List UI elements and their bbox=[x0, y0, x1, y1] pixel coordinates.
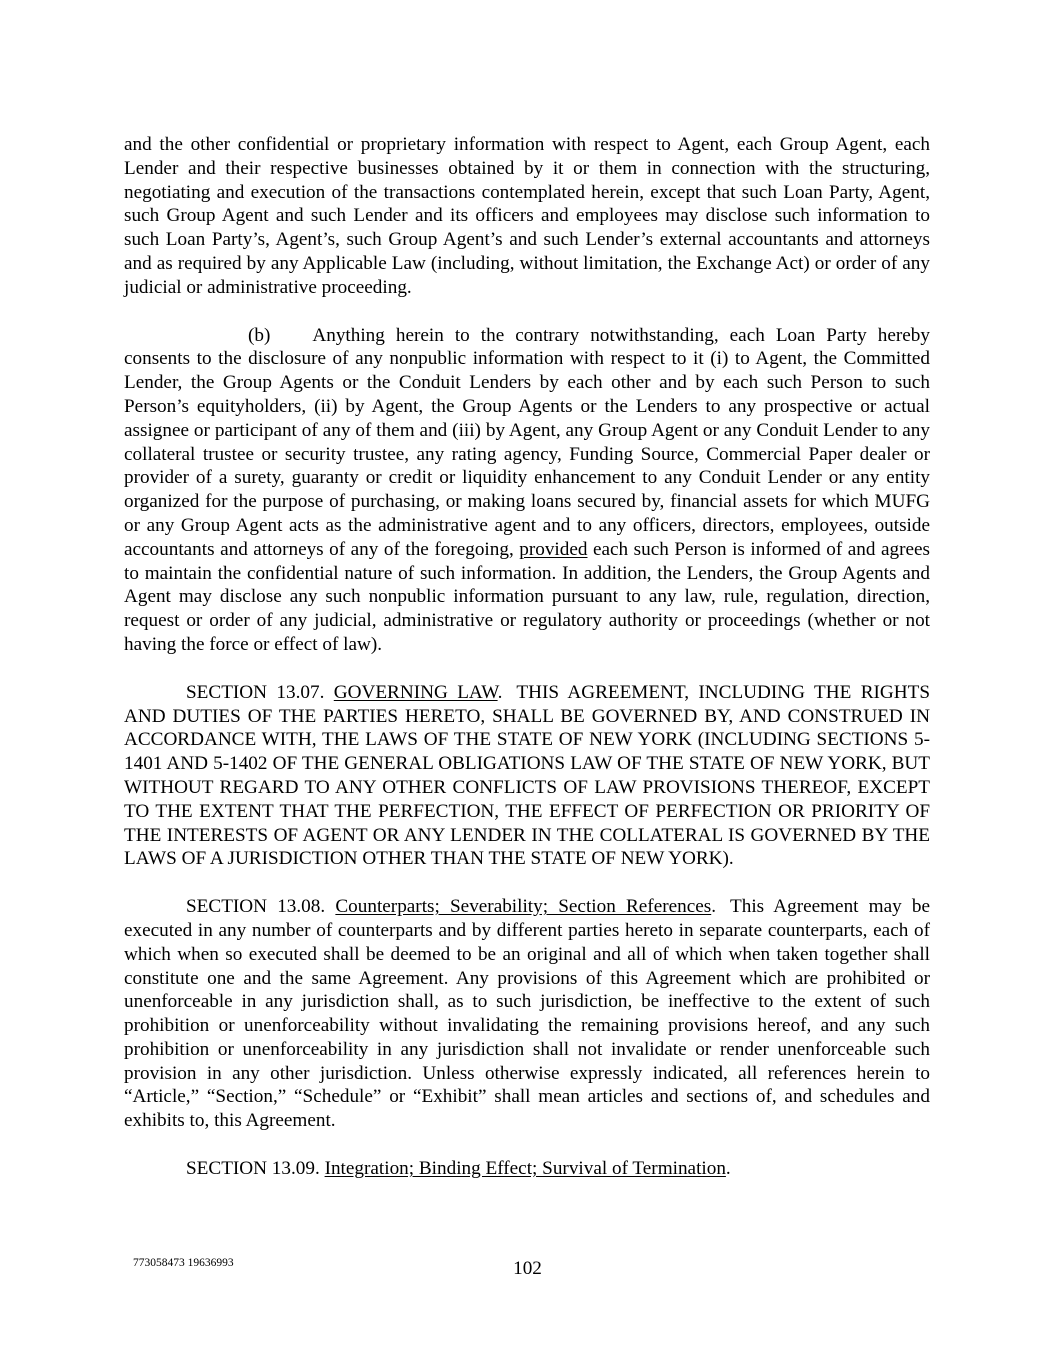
section-heading: Counterparts; Severability; Section References bbox=[335, 896, 712, 918]
document-page bbox=[124, 133, 930, 1181]
section-heading-period: . bbox=[497, 681, 503, 703]
paragraph-b-text-before: Anything herein to the contrary notwithstanding, each Loan Party hereby consents to the disclosure of any nonpublic information with respect to it (i) to Agent, the Committed Lender, the Group Agents or the Conduit Lenders by each other and by each such Person to such Person’s equityholders, (ii) by Agent, the Group Agents or the Lenders to any prospective or actual assignee or participant of any of them and (iii) by Agent, any Group Agent or any Conduit Lender to any collateral trustee or security trustee, any rating agency, Funding Source, Commercial Paper dealer or provider of a surety, guaranty or credit or liquidity enhancement to any Conduit Lender or any entity organized for the purpose of purchasing, or making loans secured by, financial assets for which MUFG or any Group Agent acts as the administrative agent and to any officers, directors, employees, outside accountants and attorneys of any of the foregoing, bbox=[124, 324, 930, 560]
section-heading: Integration; Binding Effect; Survival of Termination bbox=[324, 1158, 726, 1180]
section-heading: GOVERNING LAW bbox=[333, 681, 498, 703]
paragraph-b-disclosure bbox=[124, 324, 930, 657]
section-heading-period: . bbox=[725, 1158, 731, 1180]
paragraph-confidentiality-continued: and the other confidential or proprietary information with respect to Agent, each Group Agent, each Lender and their respective businesses obtained by it or them in connection with the structuring, negotiating and execution of the transactions contemplated herein, except that such Loan Party, Agent, such Group Agent and such Lender and its officers and employees may disclose such information to such Loan Party’s, Agent’s, such Group Agent’s and such Lender’s external accountants and attorneys and as required by any Applicable Law (including, without limitation, the Exchange Act) or order of any judicial or administrative proceeding. bbox=[124, 134, 930, 298]
paragraph-marker-b: (b) bbox=[248, 324, 271, 346]
section-heading-period: . bbox=[711, 896, 717, 918]
section-number: SECTION 13.08. bbox=[186, 896, 326, 918]
document-id: 773058473 19636993 bbox=[133, 1257, 234, 1269]
section-13-09-integration bbox=[124, 1157, 930, 1181]
section-13-08-counterparts bbox=[124, 895, 930, 1133]
paragraph-b-text-after: each such Person is informed of and agrees to maintain the confidential nature of such information. In addition, the Lenders, the Group Agents and Agent may disclose any such nonpublic information pursuant to any law, rule, regulation, direction, request or order of any judicial, administrative or regulatory authority or proceedings (whether or not having the force or effect of law). bbox=[124, 538, 930, 655]
provided-term: provided bbox=[519, 538, 588, 560]
section-number: SECTION 13.09. bbox=[186, 1158, 320, 1180]
page-number: 102 bbox=[513, 1258, 542, 1279]
section-text: This Agreement may be executed in any number of counterparts and by different parties hereto in separate counterparts, each of which when so executed shall be deemed to be an original and all of which when taken together shall constitute one and the same Agreement. Any provisions of this Agreement which are prohibited or unenforceable in any jurisdiction shall, as to such jurisdiction, be ineffective to the extent of such prohibition or unenforceability without invalidating the remaining provisions hereof, and any such prohibition or unenforceability in any jurisdiction shall not invalidate or render unenforceable such provision in any other jurisdiction. Unless otherwise expressly indicated, all references herein to “Article,” “Section,” “Schedule” or “Exhibit” shall mean articles and sections of, and schedules and exhibits to, this Agreement. bbox=[124, 896, 931, 1132]
section-number: SECTION 13.07. bbox=[186, 681, 325, 703]
section-text: THIS AGREEMENT, INCLUDING THE RIGHTS AND DUTIES OF THE PARTIES HERETO, SHALL BE GOVERNED BY, AND CONSTRUED IN ACCORDANCE WITH, THE LAWS OF THE STATE OF NEW YORK (INCLUDING SECTIONS 5-1401 AND 5-1402 OF THE GENERAL OBLIGATIONS LAW OF THE STATE OF NEW YORK, BUT WITHOUT REGARD TO ANY OTHER CONFLICTS OF LAW PROVISIONS THEREOF, EXCEPT TO THE EXTENT THAT THE PERFECTION, THE EFFECT OF PERFECTION OR PRIORITY OF THE INTERESTS OF AGENT OR ANY LENDER IN THE COLLATERAL IS GOVERNED BY THE LAWS OF A JURISDICTION OTHER THAN THE STATE OF NEW YORK). bbox=[124, 681, 931, 870]
section-13-07-governing-law bbox=[124, 681, 930, 871]
